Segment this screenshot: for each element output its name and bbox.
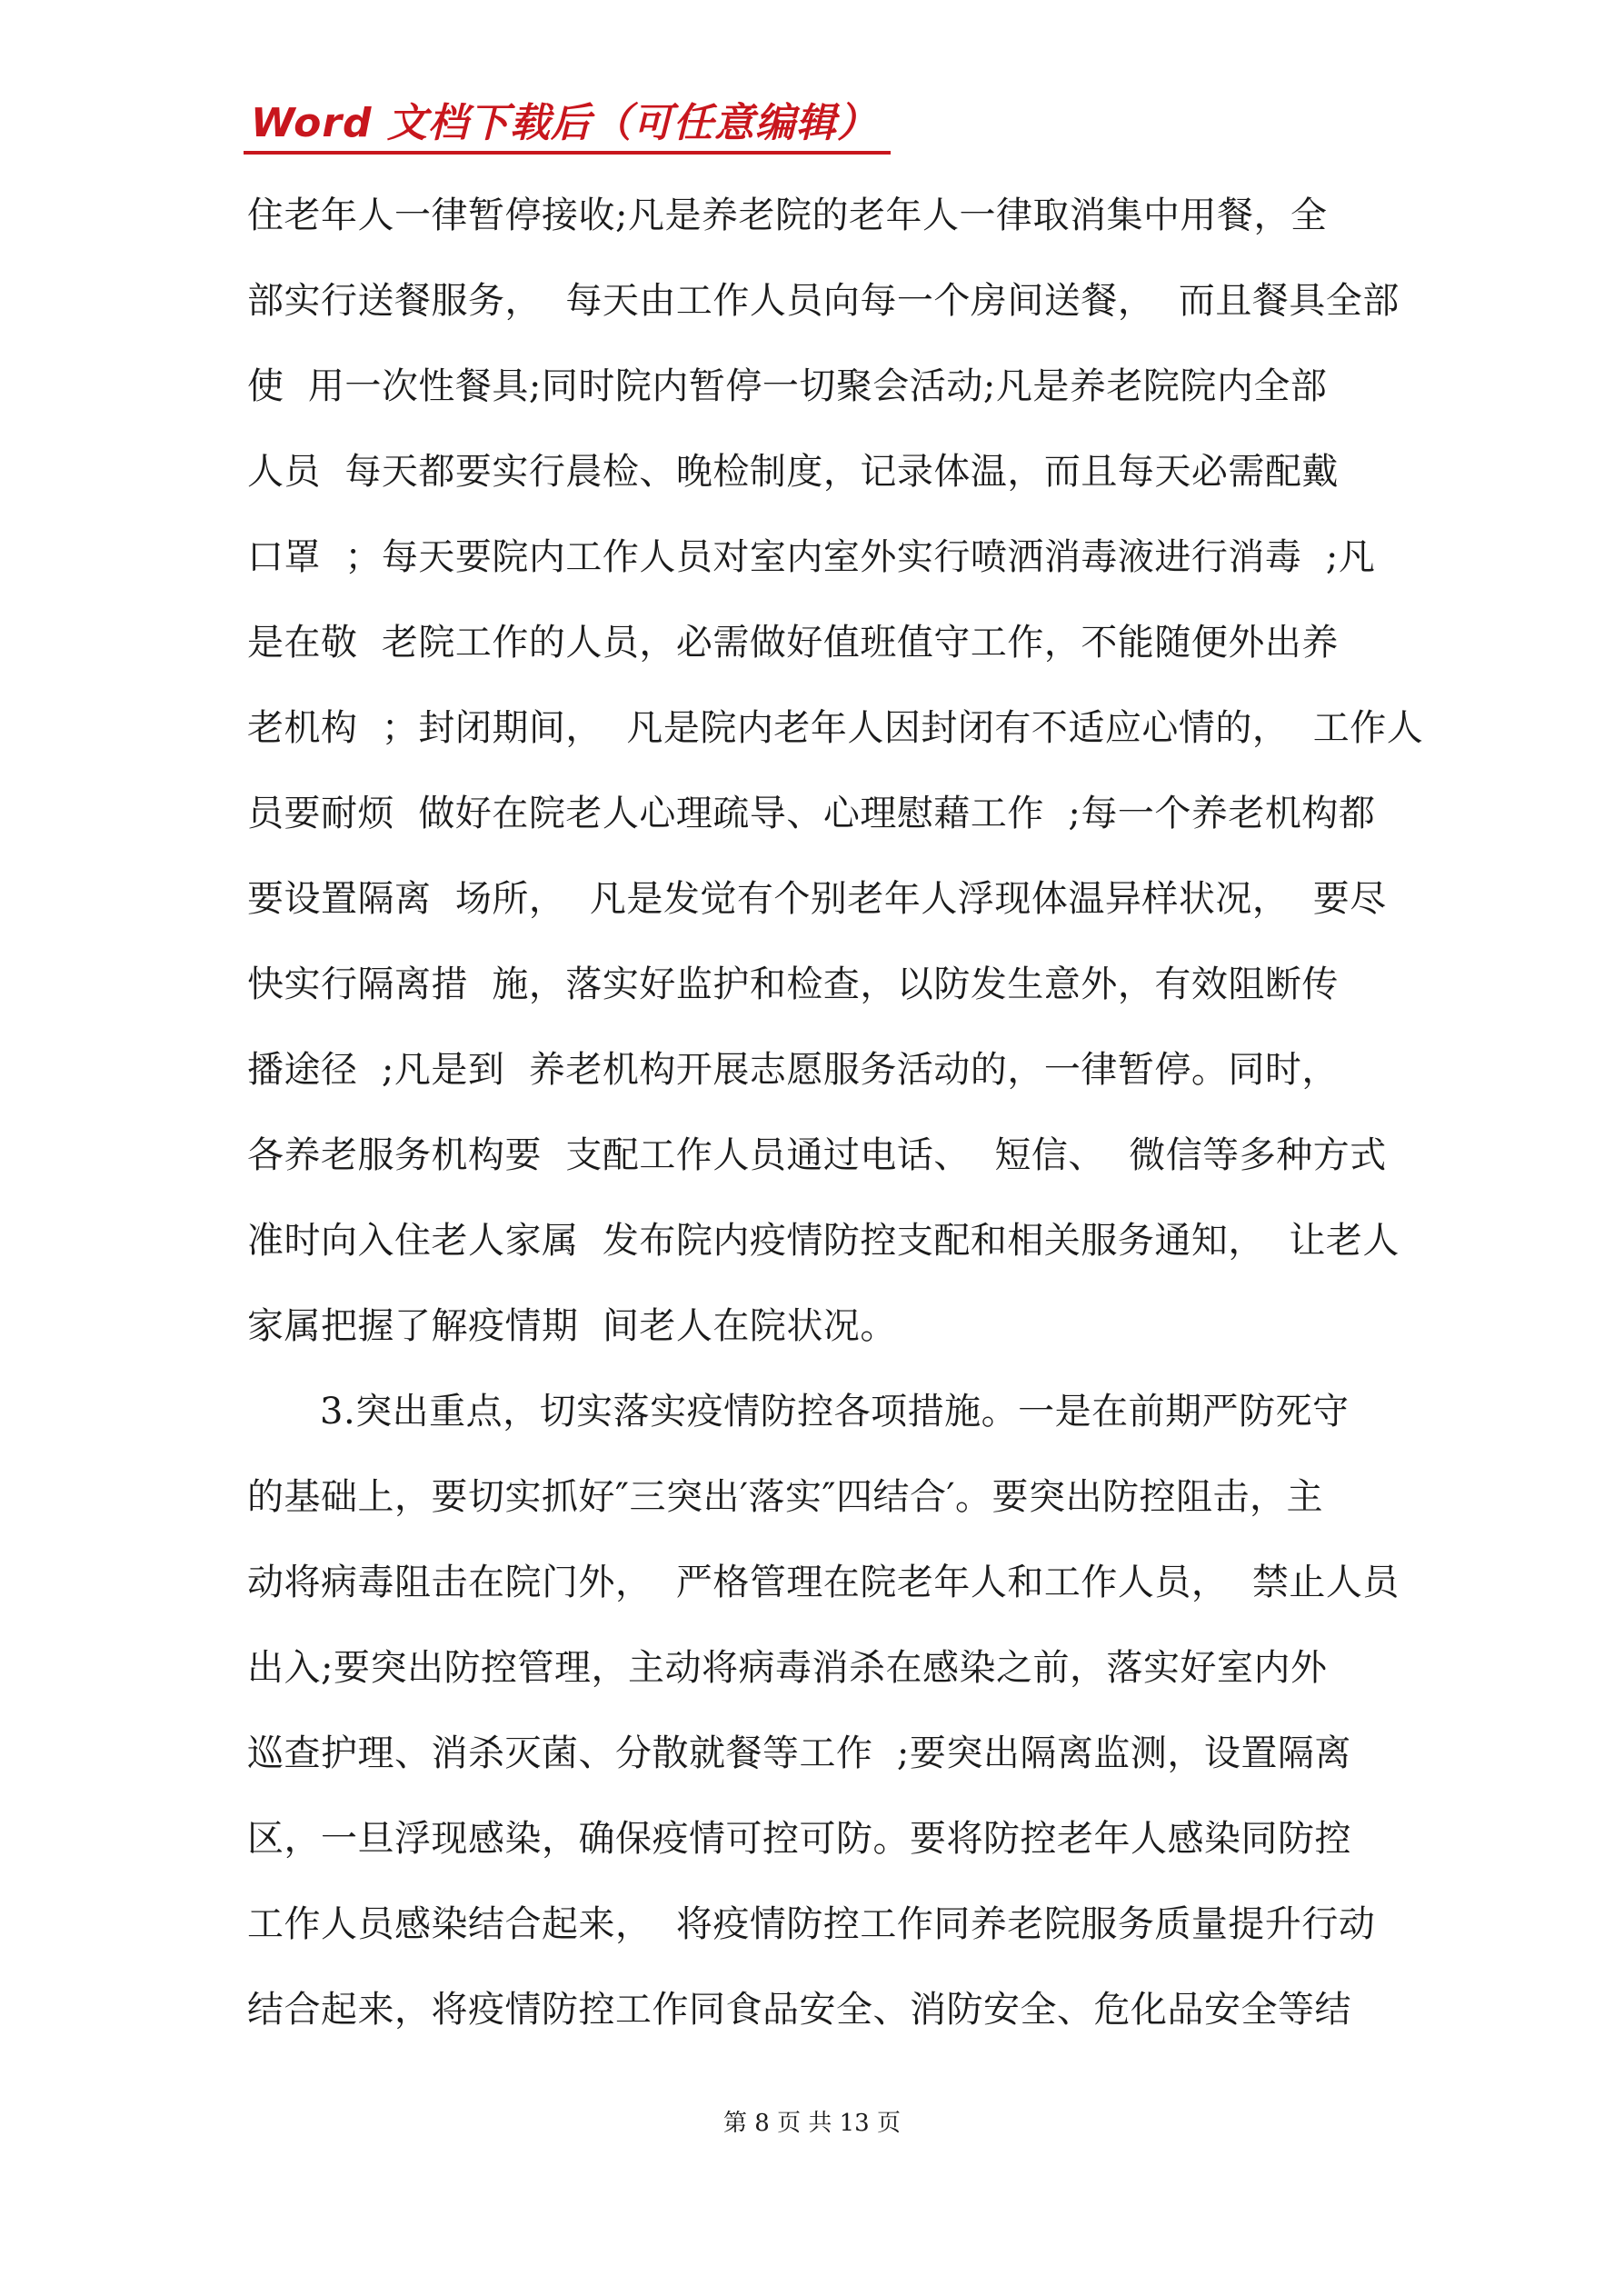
text-line: 准时向入住老人家属 发布院内疫情防控支配和相关服务通知， 让老人 (247, 1220, 1400, 1262)
document-header (244, 98, 898, 160)
document-body (247, 173, 1424, 2052)
text-line: 老机构 ；封闭期间， 凡是院内老年人因封闭有不适应心情的， 工作人 (247, 707, 1424, 749)
text-line: 出入;要突出防控管理，主动将病毒消杀在感染之前，落实好室内外 (247, 1647, 1328, 1689)
text-line: 口罩 ；每天要院内工作人员对室内室外实行喷洒消毒液进行消毒 ;凡 (247, 536, 1376, 578)
text-line: 各养老服务机构要 支配工作人员通过电话、 短信、 微信等多种方式 (247, 1134, 1387, 1176)
text-line: 快实行隔离措 施，落实好监护和检查，以防发生意外，有效阻断传 (247, 963, 1339, 1005)
page-number-footer: 第 8 页 共 13 页 (723, 2110, 901, 2137)
text-line: 部实行送餐服务， 每天由工作人员向每一个房间送餐， 而且餐具全部 (247, 280, 1400, 322)
header-rule (244, 151, 891, 155)
text-line: 区，一旦浮现感染，确保疫情可控可防。要将防控老年人感染同防控 (247, 1818, 1351, 1860)
text-line: 动将病毒阻击在院门外， 严格管理在院老年人和工作人员， 禁止人员 (247, 1562, 1400, 1603)
header-title: Word 文档下载后（可任意编辑） (251, 100, 878, 146)
text-line: 结合起来，将疫情防控工作同食品安全、消防安全、危化品安全等结 (247, 1989, 1351, 2031)
paragraph-start-line: 3.突出重点，切实落实疫情防控各项措施。一是在前期严防死守 (320, 1391, 1350, 1433)
text-line: 住老年人一律暂停接收;凡是养老院的老年人一律取消集中用餐，全 (247, 195, 1328, 236)
text-line: 工作人员感染结合起来， 将疫情防控工作同养老院服务质量提升行动 (247, 1903, 1376, 1945)
text-line: 使 用一次性餐具;同时院内暂停一切聚会活动;凡是养老院院内全部 (247, 365, 1328, 407)
text-line: 员要耐烦 做好在院老人心理疏导、心理慰藉工作 ;每一个养老机构都 (247, 793, 1376, 834)
text-line: 要设置隔离 场所， 凡是发觉有个别老年人浮现体温异样状况， 要尽 (247, 878, 1387, 920)
text-line: 家属把握了解疫情期 间老人在院状况。 (247, 1305, 897, 1347)
text-line: 是在敬 老院工作的人员，必需做好值班值守工作，不能随便外出养 (247, 622, 1339, 664)
text-line: 人员 每天都要实行晨检、晚检制度，记录体温，而且每天必需配戴 (247, 451, 1339, 493)
text-line: 的基础上，要切实抓好″三突出′落实″四结合′。要突出防控阻击，主 (247, 1476, 1324, 1518)
text-line: 播途径 ;凡是到 养老机构开展志愿服务活动的，一律暂停。同时， (247, 1049, 1339, 1091)
text-line: 巡查护理、消杀灭菌、分散就餐等工作 ;要突出隔离监测，设置隔离 (247, 1732, 1351, 1774)
